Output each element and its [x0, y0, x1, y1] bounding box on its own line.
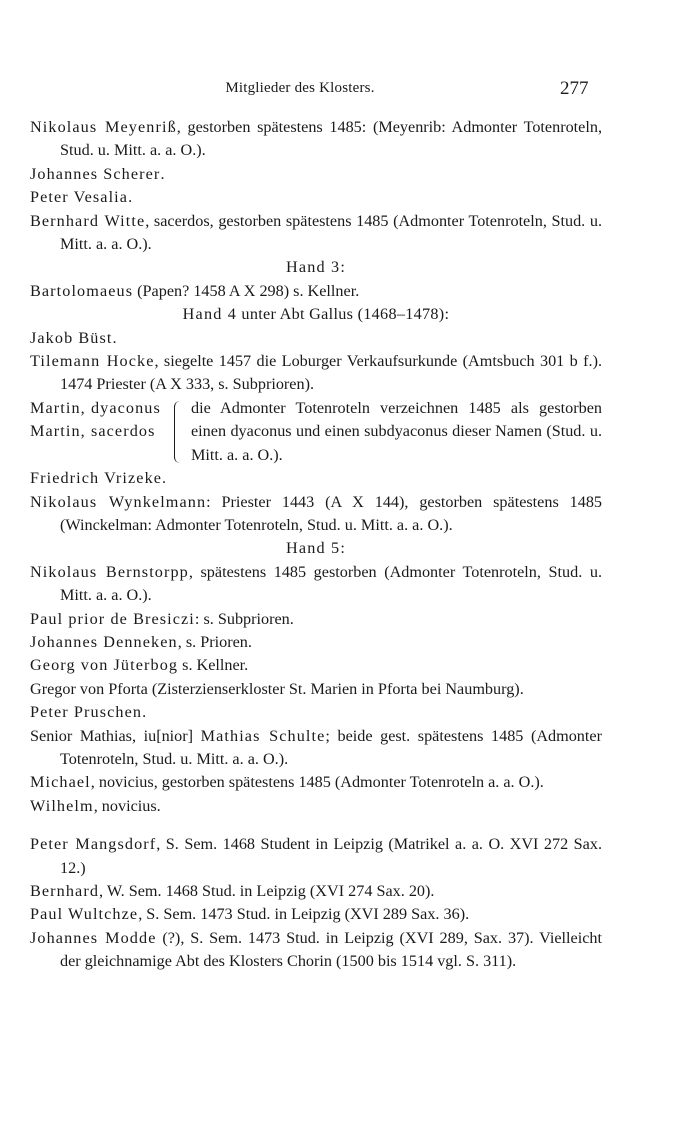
entry-pforta	[30, 678, 602, 701]
entry-name: Tilemann Hocke	[30, 352, 155, 371]
entry-text: , S. Sem. 1468 Student in Leipzig (Matrikel a. a. O. XVI 272 Sax. 12.)	[60, 835, 602, 877]
entry-text: .	[160, 164, 165, 183]
entry-text: .	[112, 328, 117, 347]
entry-text: .	[142, 703, 147, 722]
page-body	[30, 116, 602, 974]
entry-name: Mathias Schulte	[200, 726, 326, 745]
entry-text: , W. Sem. 1468 Stud. in Leipzig (XVI 274 Sax. 20).	[99, 882, 435, 900]
entry-michael	[30, 771, 602, 794]
entry-text: , novicius.	[93, 796, 161, 815]
entry-name: Martin, dyaconus	[30, 398, 161, 417]
entry-bernhard	[30, 880, 602, 903]
bracket-names	[30, 397, 170, 467]
entry-text: .	[128, 188, 133, 207]
entry-name: Nikolaus Wynkelmann	[30, 492, 207, 511]
entry-name: Peter Pruschen	[30, 703, 143, 722]
entry-buest	[30, 327, 602, 350]
curly-brace	[174, 401, 185, 463]
entry-text: , S. Sem. 1473 Stud. in Leipzig (XVI 289 Sax. 36).	[138, 905, 470, 924]
entry-name: Nikolaus Meyenriß	[30, 118, 177, 136]
entry-text: , novicius, gestorben spätestens 1485 (Admonter Totenroteln a. a. O.).	[90, 773, 544, 792]
entry-text: , siegelte 1457 die Loburger Verkaufsurkunde (Amtsbuch 301 b f.). 1474 Priester (A X 333, s. Subprioren).	[60, 352, 603, 394]
entry-bresiczi	[30, 608, 602, 631]
entry-schulte	[30, 725, 602, 772]
entry-name: Bernhard	[30, 882, 100, 900]
page-number: 277	[560, 78, 589, 99]
section-heading-hand-4: Hand 4 unter Abt Gallus (1468–1478):	[182, 305, 450, 324]
entry-name: Bernhard Witte	[30, 211, 146, 230]
entry-name: Friedrich Vrizeke	[30, 469, 163, 488]
entry-text: , s. Prioren.	[177, 632, 252, 651]
bracket-entry-martin	[30, 397, 602, 467]
entry-prefix: Senior Mathias, iu[nior]	[30, 726, 201, 745]
entry-name: Johannes Denneken	[30, 632, 178, 651]
entry-name: Martin, sacerdos	[30, 422, 156, 441]
entry-name: Nikolaus Bernstorpp	[30, 562, 189, 581]
entry-meyenriss	[30, 116, 602, 163]
entry-name: Peter Mangsdorf	[30, 835, 157, 854]
entry-name: Paul prior de Bresiczi	[30, 609, 195, 628]
entry-mangsdorf	[30, 833, 602, 880]
entry-hocke	[30, 350, 602, 397]
entry-denneken	[30, 631, 602, 654]
entry-text: .	[162, 469, 167, 488]
entry-text: (?), S. Sem. 1473 Stud. in Leipzig (XVI 289, Sax. 37). Vielleicht der gleichnamige Abt des Klosters Chorin (1500 bis 1514 vgl. S. 311).	[60, 928, 603, 971]
entry-text: (Papen? 1458 A X 298) s. Kellner.	[133, 281, 360, 300]
entry-modde	[30, 927, 602, 974]
running-header	[0, 78, 700, 100]
running-title: Mitglieder des Klosters.	[225, 80, 375, 96]
entry-pruschen	[30, 701, 602, 724]
entry-wilhelm	[30, 795, 602, 818]
section-heading-hand-5: Hand 5:	[285, 539, 347, 558]
entry-name: Paul Wultchze	[30, 905, 139, 924]
entry-text: : Priester 1443 (A X 144), gestorben spätestens 1485 (Winckelman: Admonter Totenroteln, Stud. u. Mitt. a. a. O.).	[60, 492, 603, 534]
entry-witte	[30, 210, 602, 257]
entry-name: Georg von Jüterbog	[30, 656, 179, 675]
entry-vrizeke	[30, 467, 602, 490]
entry-text: : s. Subprioren.	[194, 609, 294, 628]
entry-name: Wilhelm	[30, 796, 94, 815]
entry-text: ; beide gest. spätestens 1485 (Admonter Totenroteln, Stud. u. Mitt. a. a. O.).	[60, 726, 602, 768]
entry-bartolomaeus	[30, 280, 602, 303]
entry-text: s. Kellner.	[178, 656, 249, 675]
entry-name: Jakob Büst	[30, 328, 113, 347]
entry-name: Johannes Scherer	[30, 164, 161, 183]
section-heading-hand-3: Hand 3:	[285, 258, 347, 277]
entry-name: Johannes Modde	[30, 928, 157, 947]
entry-name: Michael	[30, 773, 91, 792]
entry-text: , spätestens 1485 gestorben (Admonter Totenroteln, Stud. u. Mitt. a. a. O.).	[60, 562, 602, 605]
entry-wynkelmann	[30, 491, 602, 538]
entry-text: Gregor von Pforta (Zisterzienserkloster St. Marien in Pforta bei Naumburg).	[30, 679, 524, 698]
entry-text: , gestorben spätestens 1485: (Meyenrib: Admonter Totenroteln, Stud. u. Mitt. a. a. O.).	[60, 118, 602, 160]
entry-wultchze	[30, 903, 602, 926]
entry-name: Peter Vesalia	[30, 188, 129, 207]
entry-jueterbog	[30, 654, 602, 677]
entry-name: Bartolomaeus	[30, 281, 134, 300]
entry-text: , sacerdos, gestorben spätestens 1485 (Admonter Totenroteln, Stud. u. Mitt. a. a. O.).	[60, 211, 602, 254]
entry-bernstorpp	[30, 561, 602, 608]
section-gap	[30, 818, 602, 833]
entry-scherer	[30, 163, 602, 186]
entry-vesalia	[30, 186, 602, 209]
bracket-text: die Admonter Totenroteln verzeichnen 1485 als gestorben einen dyaconus und einen subdyaconus dieser Namen (Stud. u. Mitt. a. a. O.).	[191, 398, 602, 464]
